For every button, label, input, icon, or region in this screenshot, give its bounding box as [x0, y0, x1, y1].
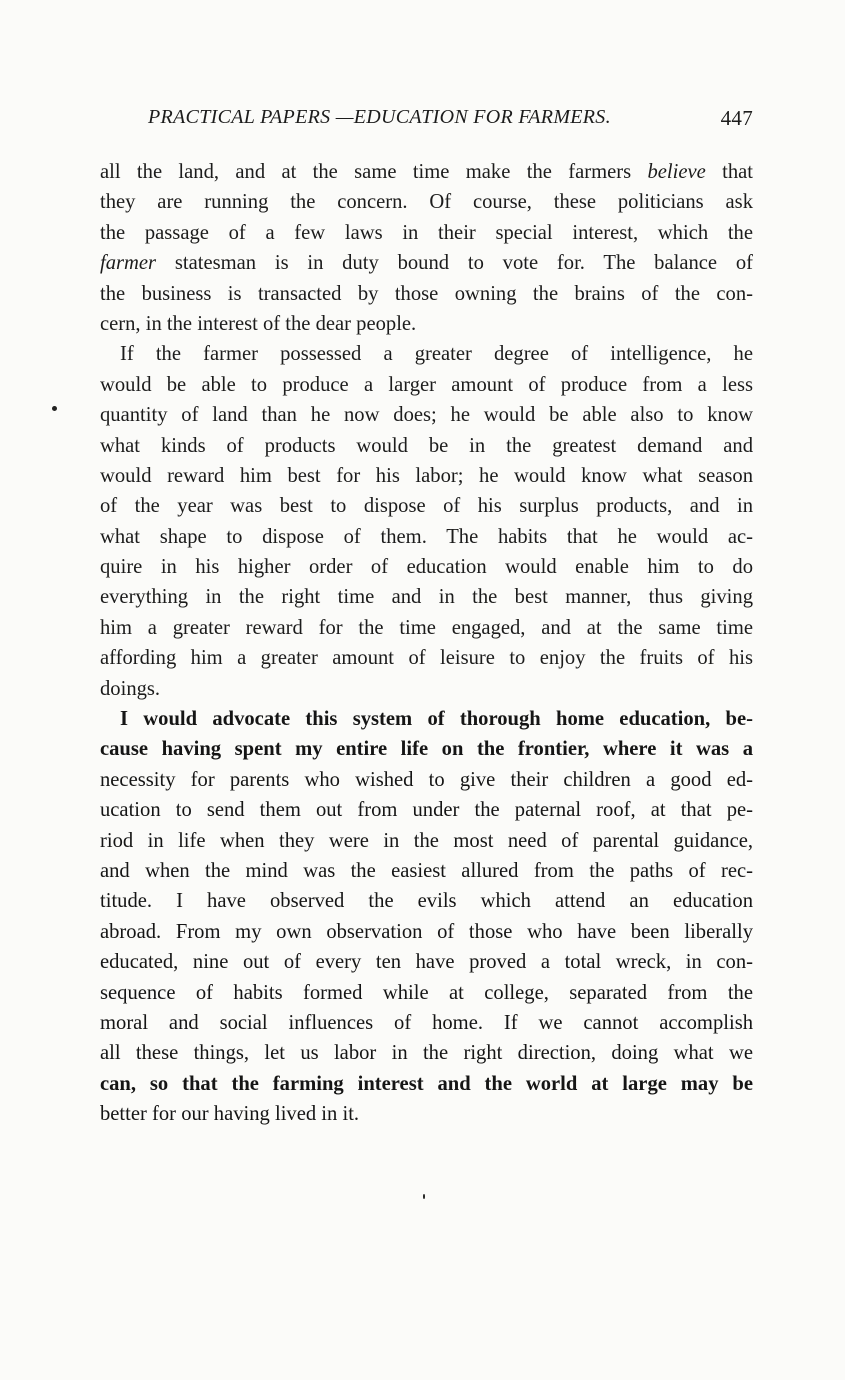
text-line: and when the mind was the easiest allured from the paths of rec- — [100, 859, 753, 882]
text-line: quantity of land than he now does; he would be able also to know — [100, 404, 753, 427]
text-line: sequence of habits formed while at college, separated from the — [100, 981, 753, 1004]
text-line: cern, in the interest of the dear people. — [100, 312, 417, 335]
text-line: everything in the right time and in the best manner, thus giving — [100, 586, 753, 609]
ink-speck — [423, 1194, 425, 1199]
text-line: cause having spent my entire life on the frontier, where it was a — [100, 738, 753, 761]
text-line: I would advocate this system of thorough home education, be- — [120, 708, 753, 731]
text-line: necessity for parents who wished to give their children a good ed- — [100, 768, 753, 791]
page-number: 447 — [720, 106, 753, 130]
text-line: would be able to produce a larger amount of produce from a less — [100, 373, 753, 396]
paragraph-3 — [100, 704, 753, 1129]
running-head-title: PRACTICAL PAPERS —EDUCATION FOR FARMERS. — [148, 106, 611, 128]
paragraph-2 — [100, 339, 753, 704]
text-line: what kinds of products would be in the greatest demand and — [100, 434, 753, 457]
text-run: statesman is in duty bound to vote for. The balance of — [156, 252, 753, 275]
text-line: doings. — [100, 677, 161, 700]
text-run: all the land, and at the same time make the farmers — [100, 161, 648, 183]
text-line: better for our having lived in it. — [100, 1103, 360, 1126]
text-line: moral and social influences of home. If we cannot accomplish — [100, 1011, 753, 1034]
text-line: the passage of a few laws in their special interest, which the — [100, 221, 753, 244]
text-line: ucation to send them out from under the paternal roof, at that pe- — [100, 799, 753, 822]
text-line: of the year was best to dispose of his surplus products, and in — [100, 495, 753, 518]
text-line: would reward him best for his labor; he would know what season — [100, 464, 753, 487]
text-line: they are running the concern. Of course, these politicians ask — [100, 191, 753, 214]
text-line: quire in his higher order of education would enable him to do — [100, 556, 753, 579]
text-line — [100, 248, 753, 278]
text-line — [100, 157, 753, 187]
text-line: titude. I have observed the evils which attend an education — [100, 890, 753, 913]
italic-emphasis: believe — [647, 161, 706, 183]
ink-speck — [52, 406, 57, 411]
text-line: riod in life when they were in the most need of parental guidance, — [100, 829, 753, 852]
text-line: all these things, let us labor in the right direction, doing what we — [100, 1042, 753, 1065]
body-text — [100, 157, 753, 1130]
text-run: that — [705, 161, 754, 183]
running-head — [148, 106, 753, 136]
text-line: can, so that the farming interest and the world at large may be — [100, 1072, 753, 1095]
paragraph-1 — [100, 157, 753, 339]
text-line: him a greater reward for the time engaged, and at the same time — [100, 616, 753, 639]
text-line: affording him a greater amount of leisure to enjoy the fruits of his — [100, 647, 753, 670]
text-line: abroad. From my own observation of those who have been liberally — [100, 920, 753, 943]
italic-emphasis: farmer — [100, 252, 157, 275]
text-line: what shape to dispose of them. The habits that he would ac- — [100, 525, 753, 548]
text-line: educated, nine out of every ten have proved a total wreck, in con- — [100, 951, 753, 974]
text-line: If the farmer possessed a greater degree of intelligence, he — [120, 343, 753, 366]
text-line: the business is transacted by those owning the brains of the con- — [100, 282, 753, 305]
